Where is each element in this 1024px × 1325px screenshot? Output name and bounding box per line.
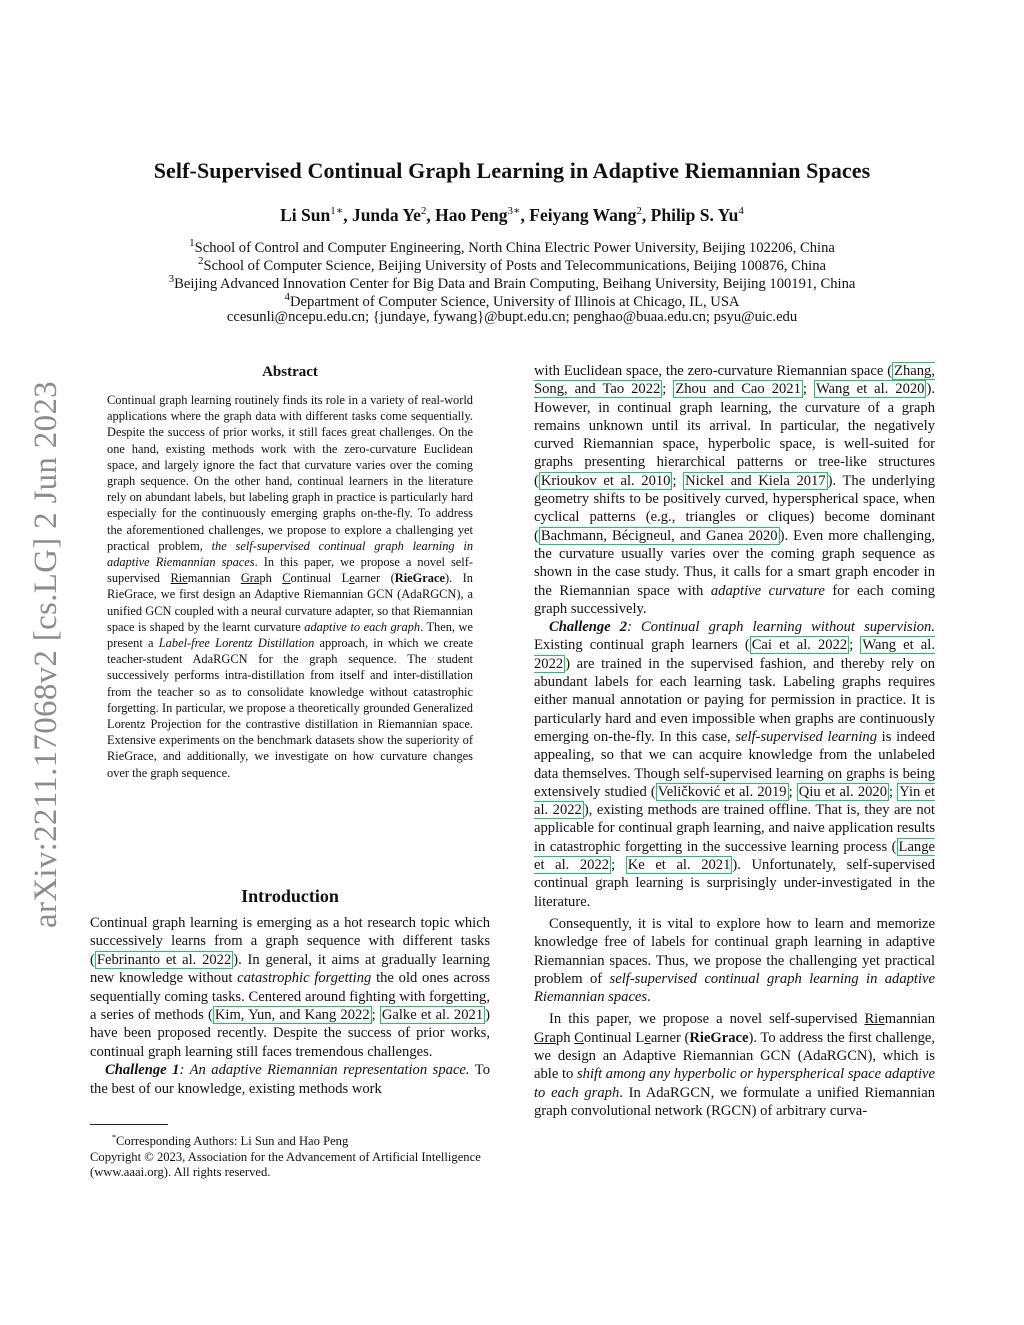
citation-link[interactable]: Wang et al. 2020: [815, 381, 925, 398]
affiliation: $^4$Department of Computer Science, University of Illinois at Chicago, IL, USA: [284, 291, 740, 310]
citation-link[interactable]: Zhou and Cao 2021: [675, 381, 801, 398]
author-list: Li Sun$^{1∗}$, Junda Ye$^2$, Hao Peng$^{3∗}$, Feiyang Wang$^2$, Philip S. Yu$^4$: [280, 204, 744, 225]
citation-link[interactable]: Nickel and Kiela 2017: [685, 472, 826, 489]
citation-link[interactable]: Krioukov et al. 2010: [540, 472, 671, 489]
author-name: Li Sun: [280, 204, 331, 225]
citation-link[interactable]: Galke et al. 2021: [381, 1007, 484, 1024]
paper-title: Self-Supervised Continual Graph Learning in Adaptive Riemannian Spaces: [153, 158, 871, 183]
author-name: Feiyang Wang: [529, 204, 637, 225]
abstract-body: Continual graph learning routinely finds its role in a variety of real-world applications where the graph data with different tasks come sequentially. Despite the success of prior works, it still faces great challenges. On the one hand, existing methods work with the zero-curvature Euclidean space, and largely ignore the fact that curvature varies over the coming graph sequence. On the other hand, continual learners in the literature rely on abundant labels, but labeling graph in practice is particularly hard especially for the continuously emerging graphs on-the-fly. To address the aforementioned challenges, we propose to explore a challenging yet practical problem, the self-supervised continual graph learning in adaptive Riemannian spaces. In this paper, we propose a novel self-supervised Riemannian Graph Continual Learner (RieGrace). In RieGrace, we first design an Adaptive Riemannian GCN (AdaRGCN), a unified GCN coupled with a neural curvature adapter, so that Riemannian space is shaped by the learnt curvature adaptive to each graph. Then, we present a Label-free Lorentz Distillation approach, in which we create teacher-student AdaRGCN for the graph sequence. The student successively performs intra-distillation from itself and inter-distillation from the teacher so as to consolidate knowledge without catastrophic forgetting. In particular, we propose a theoretically grounded Generalized Lorentz Projection for the contrastive distillation in Riemannian space. Extensive experiments on the benchmark datasets show the superiority of RieGrace, and additionally, we investigate on how curvature changes over the graph sequence.: [107, 393, 474, 780]
citation-link[interactable]: Cai et al. 2022: [751, 637, 848, 654]
abstract-heading: Abstract: [262, 364, 318, 380]
citation-link[interactable]: Lange et al. 2022: [534, 838, 935, 874]
footnote-rule: [90, 1124, 168, 1125]
affiliation: $^3$Beijing Advanced Innovation Center for Big Data and Brain Computing, Beihang University, Beijing 100191, China: [168, 273, 856, 292]
author-name: Junda Ye: [351, 204, 421, 225]
intro-left-column: Continual graph learning is emerging as a hot research topic which successively learns from a graph sequence with different tasks ( Febrinanto et al. 2022 ). In general, it aims at gradually learning new knowledge without catastrophic forgetting the old ones across sequentially coming tasks. Centered around fighting with forgetting, a series of methods ( Kim, Yun, and Kang 2022 ; Galke et al. 2021 ) have been proposed recently. Despite the success of prior works, continual graph learning still faces tremendous challenges. Challenge 1: An adaptive Riemannian representation space. To the best of our knowledge, existing methods work: [90, 915, 490, 1097]
affiliation: $^1$School of Control and Computer Engineering, North China Electric Power University, Beijing 102206, China: [189, 237, 835, 256]
copyright-notice: Copyright © 2023, Association for the Advancement of Artificial Intelligence (www.aaai.org). All rights reserved.: [90, 1149, 481, 1180]
citation-link[interactable]: Yin et al. 2022: [534, 783, 936, 819]
citation-link[interactable]: Zhang, Song, and Tao 2022: [534, 363, 935, 398]
author-name: Philip S. Yu: [650, 204, 739, 225]
arxiv-stamp: arXiv:2211.17068v2 [cs.LG] 2 Jun 2023: [28, 381, 64, 928]
citation-link[interactable]: Qiu et al. 2020: [798, 783, 888, 800]
affiliation: $^2$School of Computer Science, Beijing University of Posts and Telecommunications, Beijing 100876, China: [197, 255, 826, 274]
citation-link[interactable]: Bachmann, Bécigneul, and Ganea 2020: [540, 527, 778, 544]
author-name: Hao Peng: [435, 204, 508, 225]
citation-link[interactable]: Veličković et al. 2019: [657, 783, 787, 800]
citation-link[interactable]: Ke et al. 2021: [627, 857, 731, 874]
intro-right-column: with Euclidean space, the zero-curvature Riemannian space ( Zhang, Song, and Tao 2022 ; Zhou and Cao 2021 ; Wang et al. 2020 ). However, in continual graph learning, the curvature of a graph remains unknown until its arrival. In particular, the negatively curved Riemannian space, hyperbolic space, is well-suited for graphs presenting hierarchical patterns or tree-like structures ( Krioukov et al. 2010 ; Nickel and Kiela 2017 ). The underlying geometry shifts to be positively curved, hyperspherical space, when cyclical patterns (e.g., triangles or cliques) become dominant ( Bachmann, Bécigneul, and Ganea 2020 ). Even more challenging, the curvature usually varies over the coming graph sequence as shown in the case study. Thus, it calls for a smart graph encoder in the Riemannian space with adaptive curvature for each coming graph successively. Challenge 2: Continual graph learning without supervision. Existing continual graph learners ( Cai et al. 2022 ; Wang et al. 2022 ) are trained in the supervised fashion, and thereby rely on abundant labels for each learning task. Labeling graphs requires either manual annotation or paying for permission in practice. It is particularly hard and even impossible when graphs are continuously emerging on-the-fly. In this case, self-supervised learning is indeed appealing, so that we can acquire knowledge from the unlabeled data themselves. Though self-supervised learning on graphs is being extensively studied ( Veličković et al. 2019 ; Qiu et al. 2020 ; Yin et al. 2022 ), existing methods are trained offline. That is, they are not applicable for continual graph learning, and naive application results in catastrophic forgetting in the successive learning process ( Lange et al. 2022 ; Ke et al. 2021 ). Unfortunately, self-supervised continual graph learning is surprisingly under-investigated in the literature. Consequently, it is vital to explore how to learn and memorize knowledge free of labels for continual graph learning in adaptive Riemannian spaces. Thus, we propose the challenging yet practical problem of self-supervised continual graph learning in adaptive Riemannian spaces. In this paper, we propose a novel self-supervised Riemannian Graph Continual Learner (RieGrace). To address the first challenge, we design an Adaptive Riemannian GCN (AdaRGCN), which is able to shift among any hyperbolic or hyperspherical space adaptive to each graph. In AdaRGCN, we formulate a unified Riemannian graph convolutional network (RGCN) of arbitrary curva-: [534, 363, 936, 1119]
footnote: *Corresponding Authors: Li Sun and Hao Peng Copyright © 2023, Association for the Advancement of Artificial Intelligence (www.aaai.org). All rights reserved.: [90, 1130, 492, 1181]
citation-link[interactable]: Wang et al. 2022: [534, 637, 935, 672]
emails: ccesunli@ncepu.edu.cn; {jundaye, fywang}@bupt.edu.cn; penghao@buaa.edu.cn; psyu@uic.edu: [226, 309, 798, 325]
introduction-heading: Introduction: [241, 886, 339, 906]
citation-link[interactable]: Febrinanto et al. 2022: [96, 951, 232, 968]
citation-link[interactable]: Kim, Yun, and Kang 2022: [214, 1007, 370, 1024]
